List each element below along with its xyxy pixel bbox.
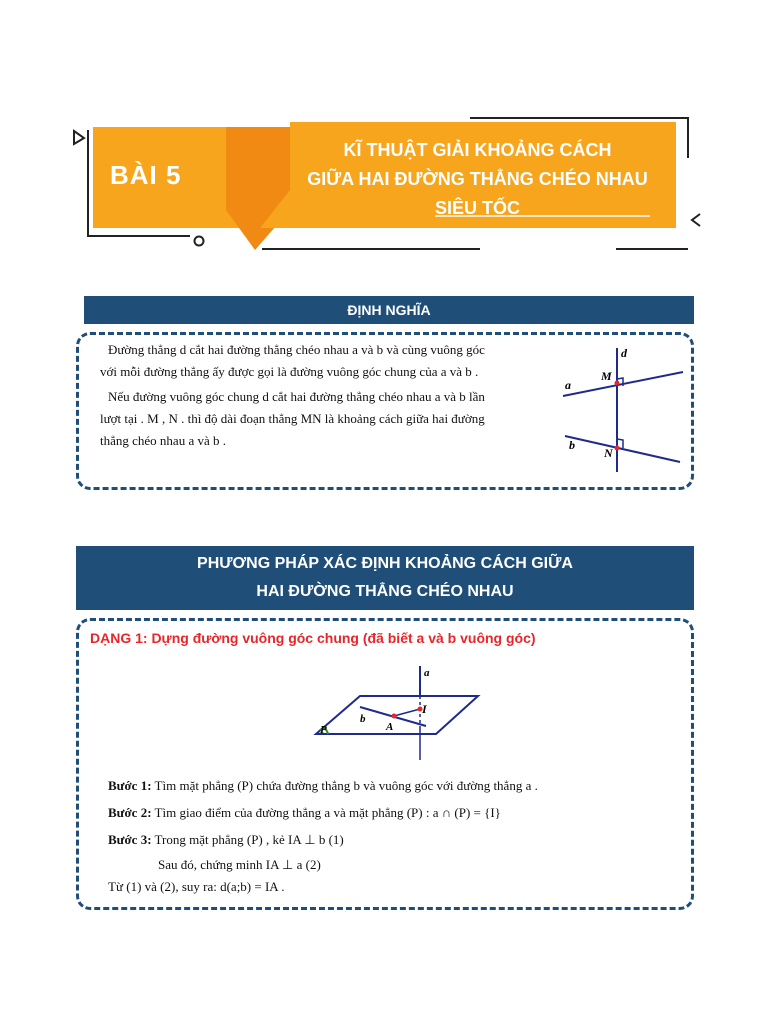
definition-p2-line2: lượt tại . M , N . thì độ dài đoạn thẳng MN là khoảng cách giữa hai đường (100, 411, 485, 426)
lesson-number: BÀI 5 (110, 160, 182, 190)
definition-p2-line1: Nếu đường vuông góc chung d cắt hai đường thẳng chéo nhau a và b lần (108, 389, 485, 404)
definition-p2-line3: thẳng chéo nhau a và b . (100, 433, 226, 448)
step-2 (108, 803, 501, 823)
plane-label-A: A (386, 721, 394, 733)
step-2-label: Bước 2: (108, 805, 152, 820)
dang1-title: DẠNG 1: Dựng đường vuông góc chung (đã biết a và b vuông góc) (90, 630, 536, 646)
plane-label-b: b (360, 713, 366, 725)
lesson-banner (0, 0, 768, 280)
definition-p1-line2: với mỗi đường thẳng ấy được gọi là đường vuông góc chung của a và b . (100, 364, 479, 379)
step-1 (108, 776, 538, 796)
plane-label-I: I (422, 702, 427, 716)
label-a: a (565, 378, 571, 392)
definition-p1-line1: Đường thẳng d cắt hai đường thẳng chéo nhau a và b và cùng vuông góc (108, 342, 485, 357)
label-N: N (604, 446, 613, 460)
step-1-label: Bước 1: (108, 778, 152, 793)
label-M: M (601, 369, 612, 383)
definition-paragraph-1 (100, 339, 548, 383)
lesson-title-line2: GIỮA HAI ĐƯỜNG THẲNG CHÉO NHAU (307, 169, 648, 189)
plane-label-a: a (424, 667, 430, 679)
conclusion: Từ (1) và (2), suy ra: d(a;b) = IA . (108, 879, 285, 894)
lesson-title-line1: KĨ THUẬT GIẢI KHOẢNG CÁCH (343, 140, 612, 160)
plane-figure (308, 660, 488, 768)
step-3-sub: Sau đó, chứng minh IA ⊥ a (2) (158, 857, 321, 872)
label-d: d (621, 346, 627, 360)
plane-label-P: P (320, 724, 327, 736)
definition-paragraph-2 (100, 386, 548, 452)
lesson-title-line3: SIÊU TỐC (434, 198, 520, 218)
step-1-text: Tìm mặt phẳng (P) chứa đường thẳng b và vuông góc với đường thẳng a . (154, 778, 538, 793)
step-3 (108, 830, 344, 850)
method-header-line2: HAI ĐƯỜNG THẲNG CHÉO NHAU (256, 583, 514, 600)
label-b: b (569, 438, 575, 452)
step-3-text: Trong mặt phẳng (P) , kẻ IA ⊥ b (1) (154, 832, 344, 847)
method-header-line1: PHƯƠNG PHÁP XÁC ĐỊNH KHOẢNG CÁCH GIỮA (197, 555, 573, 572)
definition-header: ĐỊNH NGHĨA (84, 296, 694, 324)
step-3-label: Bước 3: (108, 832, 152, 847)
common-perpendicular-figure (555, 340, 690, 480)
step-2-text: Tìm giao điểm của đường thẳng a và mặt phẳng (P) : a ∩ (P) = {I} (154, 805, 501, 820)
method-header (76, 546, 694, 610)
